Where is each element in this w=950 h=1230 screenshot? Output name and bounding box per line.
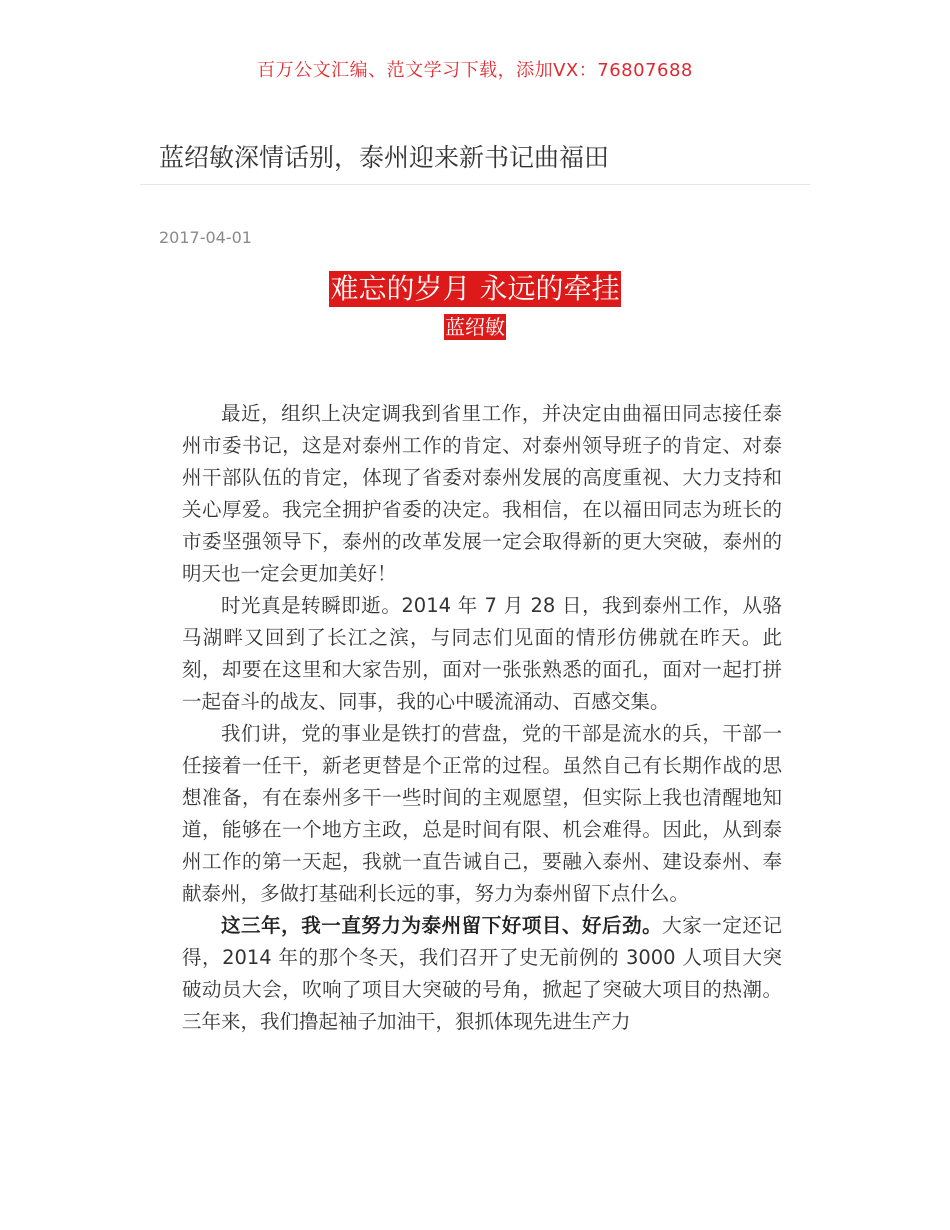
article-author: 蓝绍敏 [445, 315, 505, 339]
headline-container [0, 271, 950, 307]
promo-banner: 百万公文汇编、范文学习下载，添加VX：76807688 [257, 60, 693, 81]
article-body [182, 398, 782, 1038]
author-container [0, 314, 950, 340]
paragraph-4-text: 大家一定还记得，2014 年的那个冬天，我们召开了史无前例的 3000 人项目大突破动员大会，吹响了项目大突破的号角，掀起了突破大项目的热潮。三年来，我们撸起袖子加油干，狠抓体现先进生产力 [182, 914, 782, 1033]
paragraph-4-lead: 这三年，我一直努力为泰州留下好项目、好后劲。 [221, 914, 663, 937]
article-headline: 难忘的岁月 永远的牵挂 [330, 272, 620, 305]
title-divider [140, 184, 810, 185]
paragraph-2: 时光真是转瞬即逝。2014 年 7 月 28 日，我到泰州工作，从骆马湖畔又回到了长江之滨，与同志们见面的情形仿佛就在昨天。此刻，却要在这里和大家告别，面对一张张熟悉的面孔，面对一起打拼一起奋斗的战友、同事，我的心中暖流涌动、百感交集。 [182, 594, 782, 713]
page-title: 蓝绍敏深情话别，泰州迎来新书记曲福田 [159, 143, 610, 172]
paragraph-4 [182, 910, 782, 1038]
paragraph-1: 最近，组织上决定调我到省里工作，并决定由曲福田同志接任泰州市委书记，这是对泰州工作的肯定、对泰州领导班子的肯定、对泰州干部队伍的肯定，体现了省委对泰州发展的高度重视、大力支持和关心厚爱。我完全拥护省委的决定。我相信，在以福田同志为班长的市委坚强领导下，泰州的改革发展一定会取得新的更大突破，泰州的明天也一定会更加美好！ [182, 402, 782, 585]
publish-date: 2017-04-01 [159, 228, 252, 247]
paragraph-3: 我们讲，党的事业是铁打的营盘，党的干部是流水的兵，干部一任接着一任干，新老更替是个正常的过程。虽然自己有长期作战的思想准备，有在泰州多干一些时间的主观愿望，但实际上我也清醒地知道，能够在一个地方主政，总是时间有限、机会难得。因此，从到泰州工作的第一天起，我就一直告诫自己，要融入泰州、建设泰州、奉献泰州，多做打基础利长远的事，努力为泰州留下点什么。 [182, 722, 782, 905]
